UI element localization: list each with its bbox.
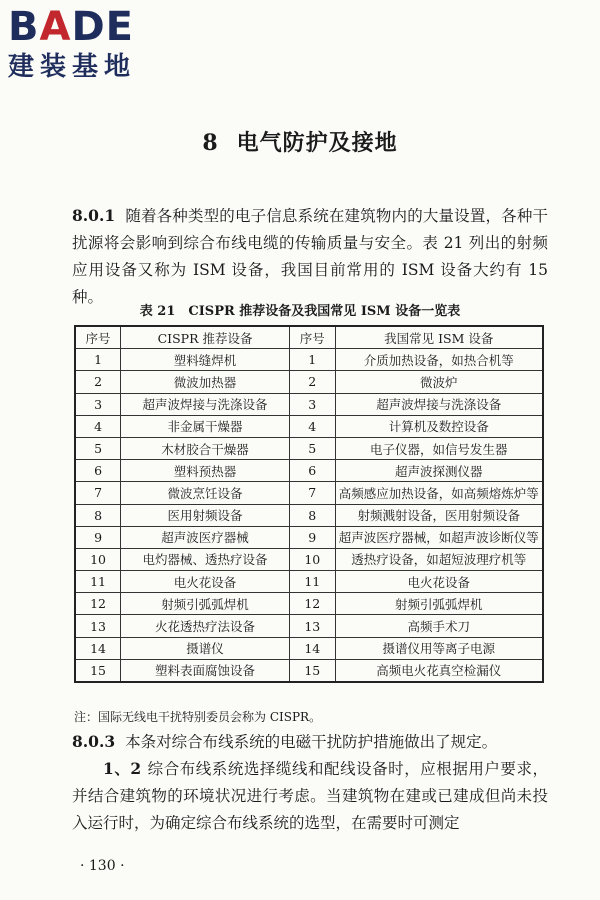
table-cell: 摄谱仪用等离子电源 [335, 637, 543, 659]
table-cell: 超声波医疗器械，如超声波诊断仪等 [335, 526, 543, 548]
logo-wordmark: BADE [8, 4, 134, 50]
table-cell: 5 [289, 437, 335, 459]
table-row [75, 371, 543, 393]
table-cell: 14 [289, 637, 335, 659]
section-8-0-3 [72, 728, 548, 756]
table-cell: 超声波医疗器械 [121, 526, 290, 548]
table-note: 注：国际无线电干扰特别委员会称为 CISPR。 [74, 710, 322, 724]
table-cell: 11 [289, 571, 335, 593]
table-row [75, 460, 543, 482]
table-cell: 5 [75, 437, 121, 459]
table-cell: 高频电火花真空检漏仪 [335, 659, 543, 682]
table-cell: 10 [75, 548, 121, 570]
table-cell: 2 [75, 371, 121, 393]
table-cell: 电火花设备 [121, 571, 290, 593]
ism-equipment-table [74, 325, 544, 683]
table-cell: 3 [75, 393, 121, 415]
header-cell: 序号 [289, 326, 335, 349]
table-cell: 超声波焊接与洗涤设备 [335, 393, 543, 415]
table-cell: 13 [75, 615, 121, 637]
table-cell: 4 [75, 415, 121, 437]
table-cell: 非金属干燥器 [121, 415, 290, 437]
table-cell: 1 [289, 349, 335, 371]
table-row [75, 482, 543, 504]
table-cell: 微波炉 [335, 371, 543, 393]
table-cell: 透热疗设备，如超短波理疗机等 [335, 548, 543, 570]
table-cell: 火花透热疗法设备 [121, 615, 290, 637]
table-header-row [75, 326, 543, 349]
table-row [75, 637, 543, 659]
table-row [75, 437, 543, 459]
table-row [75, 504, 543, 526]
logo-subtitle: 建装基地 [8, 52, 137, 82]
table-row [75, 393, 543, 415]
table-cell: 微波加热器 [121, 371, 290, 393]
table-cell: 15 [289, 659, 335, 682]
table-cell: 射频引弧弧焊机 [335, 593, 543, 615]
table-cell: 介质加热设备，如热合机等 [335, 349, 543, 371]
header-cell: CISPR 推荐设备 [121, 326, 290, 349]
table-caption: 表 21 CISPR 推荐设备及我国常见 ISM 设备一览表 [139, 304, 461, 319]
table-cell: 1 [75, 349, 121, 371]
table-cell: 3 [289, 393, 335, 415]
table-cell: 计算机及数控设备 [335, 415, 543, 437]
table-cell: 12 [289, 593, 335, 615]
table-cell: 9 [289, 526, 335, 548]
table-cell: 4 [289, 415, 335, 437]
table-cell: 14 [75, 637, 121, 659]
table-cell: 塑料缝焊机 [121, 349, 290, 371]
table-cell: 木材胶合干燥器 [121, 437, 290, 459]
table-cell: 超声波焊接与洗涤设备 [121, 393, 290, 415]
section-number: 8.0.3 [72, 732, 116, 751]
table-cell: 超声波探测仪器 [335, 460, 543, 482]
table-cell: 10 [289, 548, 335, 570]
table-cell: 医用射频设备 [121, 504, 290, 526]
section-8-0-1 [72, 202, 548, 311]
table-cell: 高频手术刀 [335, 615, 543, 637]
header-cell: 序号 [75, 326, 121, 349]
table-cell: 8 [289, 504, 335, 526]
table-cell: 15 [75, 659, 121, 682]
table-cell: 摄谱仪 [121, 637, 290, 659]
table-cell: 塑料预热器 [121, 460, 290, 482]
table-cell: 电灼器械、透热疗设备 [121, 548, 290, 570]
table-row [75, 615, 543, 637]
table-cell: 11 [75, 571, 121, 593]
chapter-number: 8 [202, 130, 219, 156]
table-row [75, 593, 543, 615]
page-number: · 130 · [80, 858, 125, 874]
table-row [75, 548, 543, 570]
logo [8, 4, 178, 84]
table-cell: 射频溅射设备，医用射频设备 [335, 504, 543, 526]
table-row [75, 659, 543, 682]
table-cell: 高频感应加热设备，如高频熔炼炉等 [335, 482, 543, 504]
table-cell: 9 [75, 526, 121, 548]
table-cell: 8 [75, 504, 121, 526]
section-number: 8.0.1 [72, 206, 116, 225]
table-cell: 7 [75, 482, 121, 504]
table-cell: 微波烹饪设备 [121, 482, 290, 504]
header-cell: 我国常见 ISM 设备 [335, 326, 543, 349]
section-text: 本条对综合布线系统的电磁干扰防护措施做出了规定。 [125, 733, 498, 751]
table-cell: 2 [289, 371, 335, 393]
table-cell: 电火花设备 [335, 571, 543, 593]
chapter-title-text: 电气防护及接地 [236, 130, 398, 156]
item-text: 综合布线系统选择缆线和配线设备时，应根据用户要求，并结合建筑物的环境状况进行考虑。当建筑物在建或已建成但尚未投入运行时，为确定综合布线系统的选型，在需要时可测定 [72, 760, 548, 832]
table-cell: 7 [289, 482, 335, 504]
chapter-title [0, 126, 600, 157]
table-cell: 6 [289, 460, 335, 482]
table-cell: 6 [75, 460, 121, 482]
table-row [75, 349, 543, 371]
table-cell: 电子仪器，如信号发生器 [335, 437, 543, 459]
table-cell: 射频引弧弧焊机 [121, 593, 290, 615]
table-row [75, 526, 543, 548]
table-cell: 13 [289, 615, 335, 637]
table-cell: 塑料表面腐蚀设备 [121, 659, 290, 682]
table-row [75, 571, 543, 593]
table-cell: 12 [75, 593, 121, 615]
section-text: 随着各种类型的电子信息系统在建筑物内的大量设置，各种干扰源将会影响到综合布线电缆的传输质量与安全。表 21 列出的射频应用设备又称为 ISM 设备，我国目前常用的 ISM 设备大约有 15 种。 [72, 207, 548, 306]
item-number: 1、2 [103, 759, 142, 778]
table-row [75, 415, 543, 437]
item-1-2 [72, 755, 548, 837]
